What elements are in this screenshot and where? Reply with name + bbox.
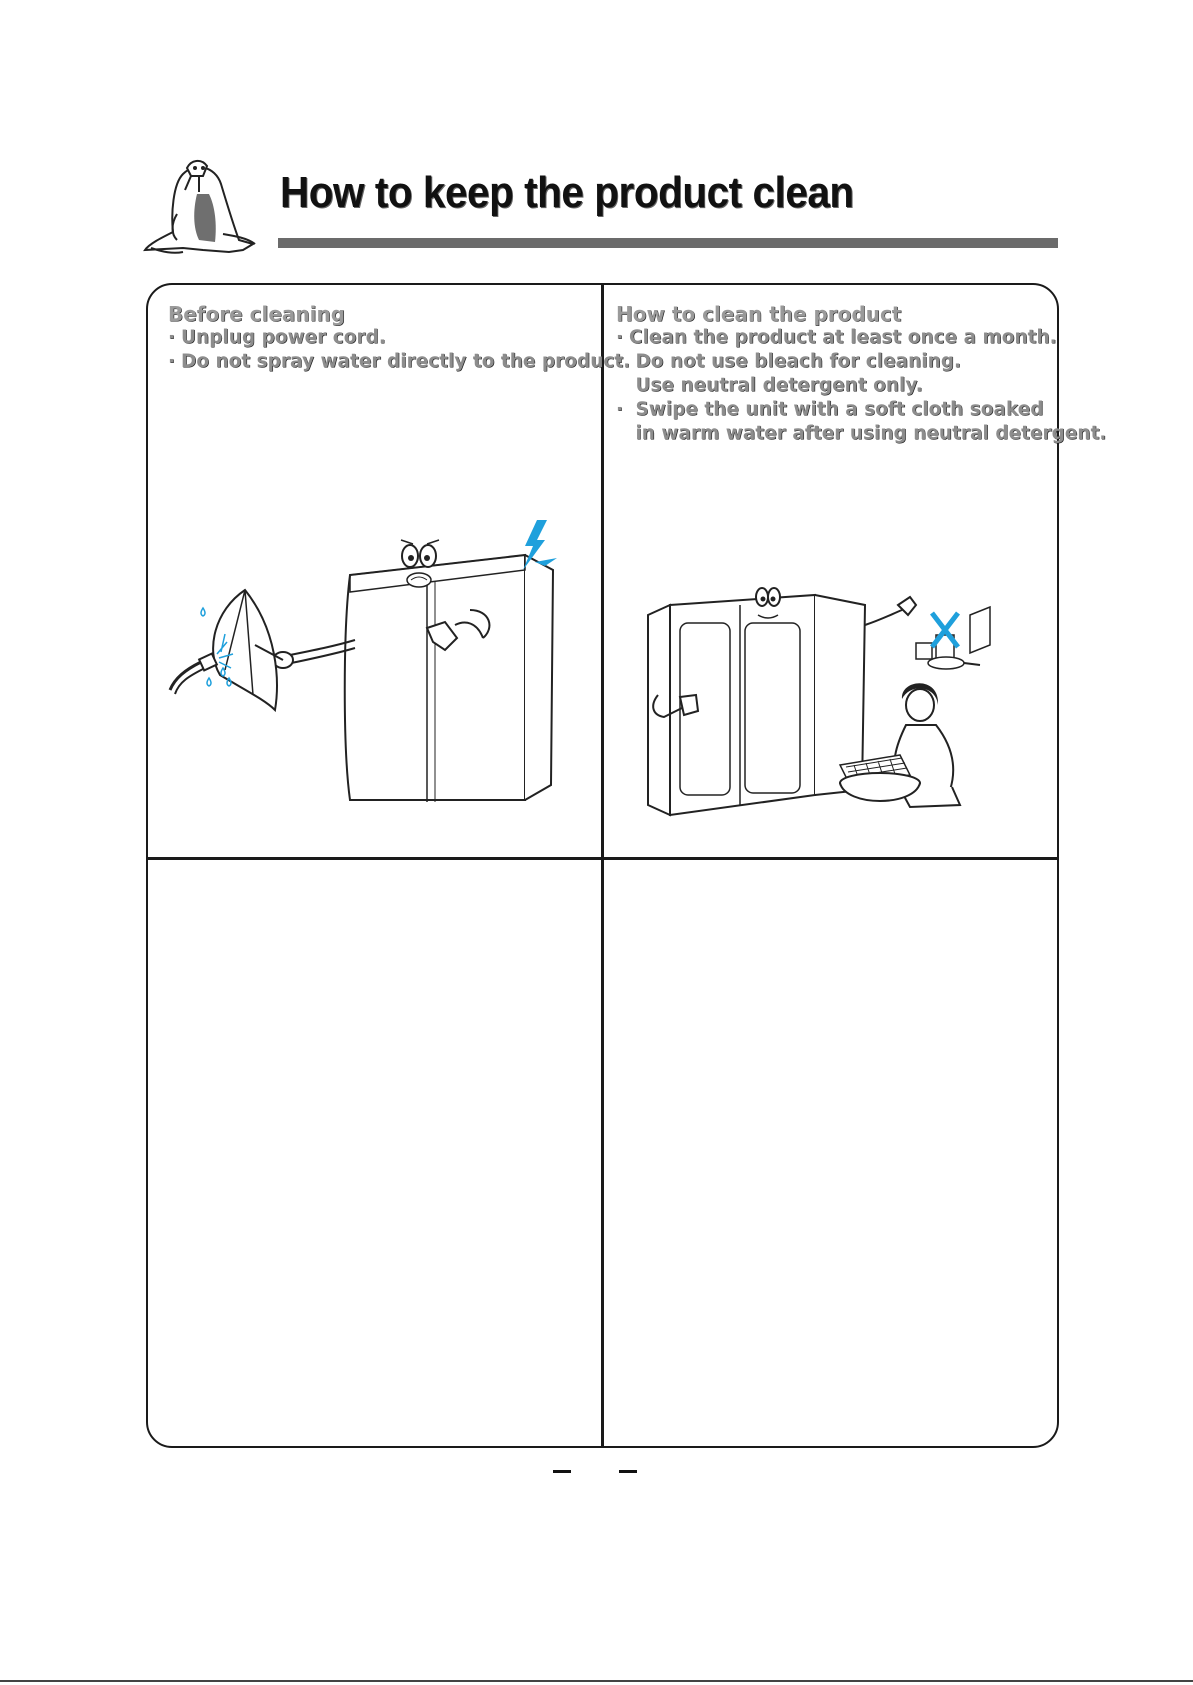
before-cleaning-heading: Before cleaning: [168, 302, 346, 326]
list-item: · Do not use bleach for cleaning. Use neutral detergent only.: [616, 350, 1106, 398]
fridge-umbrella-illustration: [165, 510, 575, 810]
page-number: [553, 1470, 637, 1473]
before-cleaning-panel: [168, 302, 630, 374]
before-cleaning-list: [168, 326, 630, 374]
list-item: · Do not spray water directly to the product.: [168, 350, 630, 374]
page-title: How to keep the product clean: [280, 168, 854, 217]
list-item: · Unplug power cord.: [168, 326, 630, 350]
bottom-rule: [0, 1680, 1193, 1682]
walrus-mascot-icon: [143, 154, 269, 258]
how-to-clean-list: [616, 326, 1106, 446]
title-underline-bar: [278, 238, 1058, 248]
vertical-divider: [601, 284, 604, 1447]
how-to-clean-heading: How to clean the product: [616, 302, 902, 326]
fridge-cleaning-illustration: [640, 575, 1010, 835]
list-item: · Swipe the unit with a soft cloth soaked in warm water after using neutral detergent.: [616, 398, 1106, 446]
list-item: · Clean the product at least once a month.: [616, 326, 1106, 350]
page-number-dash-left: [553, 1470, 571, 1473]
horizontal-divider: [147, 857, 1058, 860]
how-to-clean-panel: [616, 302, 1106, 446]
page-number-dash-right: [619, 1470, 637, 1473]
